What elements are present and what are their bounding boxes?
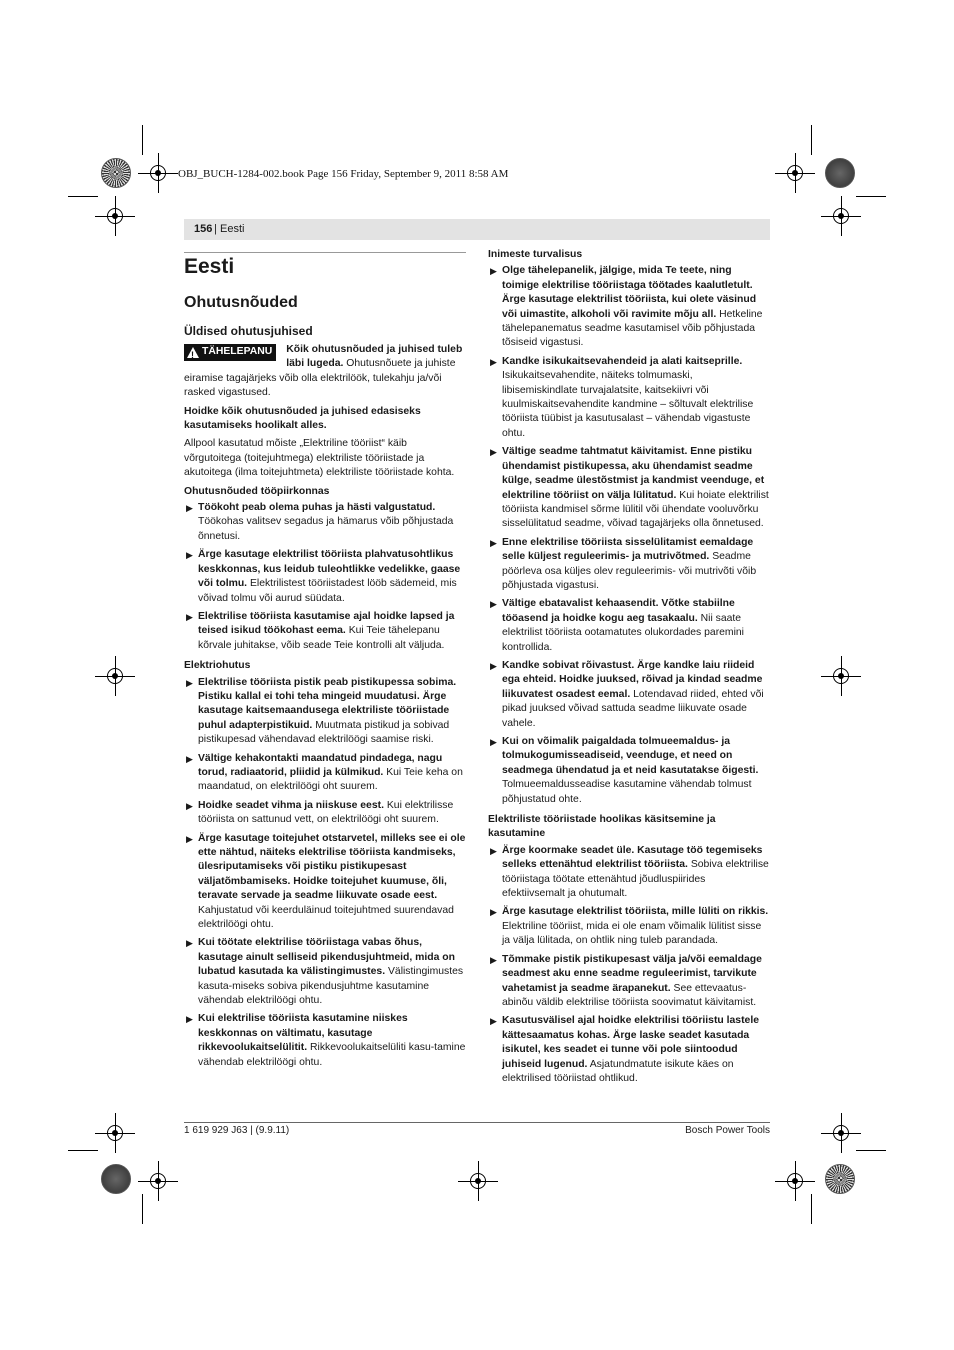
bullet-item bbox=[488, 597, 771, 655]
bullet-arrow-icon: ▶ bbox=[490, 447, 497, 458]
item-bold-text: Tõmmake pistik pistikupesast välja ja/või eemaldage seadmest aku enne seadme reguleerimist, tarvikute vahetamist ja seadme ärapanekut. bbox=[502, 953, 762, 994]
registration-rosette-icon bbox=[101, 1164, 131, 1194]
warning-badge bbox=[184, 344, 276, 361]
item-bold-text: Olge tähelepanelik, jälgige, mida Te teete, ning toimige elektrilise tööriistaga töötades kaalutletult. Ärge kasutage elektrilist tööriista, kui olete väsinud või uimastite, alkoholi või ravimite mõju all. bbox=[502, 265, 757, 320]
bullet-item bbox=[184, 936, 466, 1008]
item-text: Kui hoiate elektrilist tööriista kandmisel sõrme lülitil või ühendate vooluvõrku sisselülitatud seadme, võivad tagajärjeks olla õnnetused. bbox=[502, 489, 769, 530]
footer-brand: Bosch Power Tools bbox=[685, 1125, 770, 1136]
bullet-arrow-icon: ▶ bbox=[186, 503, 193, 514]
crop-mark bbox=[142, 1194, 143, 1224]
item-text: Välistingimustes kasuta-miseks sobiva pikendusjuhtme kasutamine vähendab elektrilöögi ohtu. bbox=[198, 966, 464, 1007]
registration-rosette-icon bbox=[825, 158, 855, 188]
group-heading: Elektriohutus bbox=[184, 660, 251, 672]
item-bold-text: Kasutusvälisel ajal hoidke elektrilisi tööriistu lastele kättesaamatus kohas. Ärge laske seadet kasutada isikutel, kes seadet ei tunne või pole siintoodud juhiseid lugenud. bbox=[502, 1015, 759, 1070]
crosshair-mark-icon bbox=[138, 1161, 178, 1201]
registration-rosette-icon bbox=[101, 158, 131, 188]
bullet-arrow-icon: ▶ bbox=[186, 1014, 193, 1025]
item-bold-text: Kui on võimalik paigaldada tolmueemaldus- ja tolmukogumisseadiseid, veenduge, et need on seadmega ühendatud ja et neid kasutatakse õigesti. bbox=[502, 736, 759, 776]
header-separator: | bbox=[214, 223, 217, 235]
left-column bbox=[184, 255, 466, 1074]
page-header bbox=[184, 219, 770, 240]
item-text: Elektrilistest tööriistadest lööb sädemeid, mis võivad tolmu või aurud süüdata. bbox=[198, 578, 457, 604]
bullet-item bbox=[184, 548, 466, 606]
footer-code: 1 619 929 J63 | (9.9.11) bbox=[184, 1125, 290, 1136]
footer-rule bbox=[184, 1122, 770, 1123]
right-column bbox=[488, 248, 771, 1090]
bullet-arrow-icon: ▶ bbox=[490, 954, 497, 965]
bullet-item bbox=[184, 501, 466, 544]
item-bold-text: Enne elektrilise tööriista sisselülitamist eemaldage selle küljest reguleerimis- ja mutrivõtmed. bbox=[502, 536, 754, 563]
item-text: Hetkeline tähelepanematus seadme kasutamisel võib põhjustada tõsiseid vigastusi. bbox=[502, 308, 763, 349]
file-info: OBJ_BUCH-1284-002.book Page 156 Friday, September 9, 2011 8:58 AM bbox=[178, 168, 509, 180]
item-text: Tolmueemaldusseadise kasutamine vähendab tolmust põhjustatud ohte. bbox=[502, 779, 752, 805]
bullet-arrow-icon: ▶ bbox=[186, 550, 193, 561]
crop-mark bbox=[68, 196, 98, 197]
item-text: Kui elektrilisse tööriista on sattunud vett, on elektrilöögi oht suurem. bbox=[198, 799, 454, 826]
crosshair-mark-icon bbox=[138, 153, 178, 193]
bullet-item bbox=[488, 264, 771, 350]
item-bold-text: Ärge kasutage elektrilist tööriista, mille lüliti on rikkis. bbox=[502, 906, 769, 918]
item-bold-text: Vältige ebatavalist kehaasendit. Võtke stabiilne tööasend ja hoidke kogu aeg tasakaalu. bbox=[502, 598, 735, 624]
bullet-item bbox=[488, 953, 771, 1011]
warning-bold-text: Kõik ohutusnõuded ja juhised tuleb läbi lugeda. bbox=[286, 344, 463, 370]
item-bold-text: Hoidke seadet vihma ja niiskuse eest. bbox=[198, 799, 384, 811]
item-bold-text: Elektrilise tööriista pistik peab pistikupessa sobima. Pistiku kallal ei tohi teha mingeid muudatusi. Ärge kasutage kaitsemaandusega elektriliste tööriistade puhul adapterpistikuid. bbox=[198, 676, 457, 731]
item-text: Sobiva elektrilise tööriistaga töötate ettenähtud jõudluspiirides efektiivsemalt ja ohutumalt. bbox=[502, 859, 769, 900]
crosshair-mark-icon bbox=[95, 1113, 135, 1153]
bullet-item bbox=[488, 536, 771, 594]
bullet-arrow-icon: ▶ bbox=[490, 1016, 497, 1027]
bullet-item bbox=[488, 1014, 771, 1086]
item-bold-text: Ärge koormake seadet üle. Kasutage töö tegemiseks selleks ettenähtud elektrilist tööriista. bbox=[502, 844, 763, 871]
bullet-arrow-icon: ▶ bbox=[186, 800, 193, 811]
item-text: Isikukaitsevahendite, näiteks tolmumaski, libisemiskindlate turvajalatsite, kaitsekiivri või kuulmiskaitsevahendite kandmine – sõltuvalt elektrilise tööriista tüübist ja kasutusalast – vähendab vigastuste ohtu. bbox=[502, 370, 754, 439]
item-text: Muutmata pistikud ja sobivad pistikupesad vähendavad elektrilöögi saamise riski. bbox=[198, 719, 450, 746]
bullet-item bbox=[488, 735, 771, 807]
item-text: Kahjustatud või keerduläinud toitejuhtmed suurendavad elektrilöögi ohtu. bbox=[198, 904, 454, 931]
item-bold-text: Ärge kasutage elektrilist tööriista plahvatusohtlikus keskkonnas, kus leidub tuleohtlikke vedelikke, gaase või tolmu. bbox=[198, 549, 461, 590]
group-heading: Elektriliste tööriistade hoolikas käsitsemine ja kasutamine bbox=[488, 814, 716, 840]
bullet-item bbox=[184, 832, 466, 933]
crosshair-mark-icon bbox=[775, 1161, 815, 1201]
bullet-item bbox=[488, 844, 771, 902]
warning-triangle-icon: ! bbox=[187, 347, 199, 358]
crosshair-mark-icon bbox=[821, 1113, 861, 1153]
bullet-arrow-icon: ▶ bbox=[490, 266, 497, 277]
crosshair-mark-icon bbox=[821, 656, 861, 696]
item-bold-text: Kui töötate elektrilise tööriistaga vabas õhus, kasutage ainult selliseid pikendusjuhtmeid, mida on lubatud kasutada ka välistingimustes. bbox=[198, 937, 455, 978]
item-text: Asjatundmatute isikute käes on elektrilised tööriistad ohtlikud. bbox=[502, 1058, 734, 1084]
crop-mark bbox=[68, 1150, 98, 1151]
item-text: See ettevaatus-abinõu väldib elektrilise tööriista soovimatut käivitamist. bbox=[502, 982, 757, 1008]
item-bold-text: Kandke sobivat rõivastust. Ärge kandke laiu riideid ega ehteid. Hoidke juuksed, rõivad ja kindad seadme liikuvatest osadest eemal. bbox=[502, 659, 763, 700]
item-bold-text: Kui elektrilise tööriista kasutamine niiskes keskkonnas on vältimatu, kasutage rikkevoolukaitselülitit. bbox=[198, 1013, 408, 1054]
crop-mark bbox=[811, 125, 812, 155]
bullet-arrow-icon: ▶ bbox=[490, 660, 497, 671]
crop-mark bbox=[856, 196, 886, 197]
bullet-item bbox=[184, 610, 466, 653]
bullet-item bbox=[184, 1012, 466, 1070]
subsection-title: Üldised ohutusjuhised bbox=[184, 324, 313, 338]
crosshair-mark-icon bbox=[458, 1161, 498, 1201]
bullet-item bbox=[488, 445, 771, 531]
item-bold-text: Elektrilise tööriista kasutamise ajal hoidke lapsed ja teised isikud töökohast eema. bbox=[198, 610, 455, 637]
bullet-arrow-icon: ▶ bbox=[186, 677, 193, 688]
bullet-arrow-icon: ▶ bbox=[186, 833, 193, 844]
warning-label: TÄHELEPANU bbox=[202, 346, 273, 358]
crosshair-mark-icon bbox=[821, 196, 861, 236]
bullet-item bbox=[488, 659, 771, 731]
item-text: Töökohas valitsev segadus ja hämarus võib põhjustada õnnetusi. bbox=[198, 516, 454, 542]
item-text: Elektriline tööriist, mida ei ole enam võimalik lülitist sisse ja välja lülitada, on ohtlik ning tuleb parandada. bbox=[502, 920, 762, 947]
keep-notice: Hoidke kõik ohutusnõuded ja juhised edasiseks kasutamiseks hoolikalt alles. bbox=[184, 405, 421, 432]
title-rule bbox=[184, 252, 466, 253]
warning-paragraph bbox=[184, 343, 466, 401]
item-text: Kui Teie keha on maandatud, on elektrilöögi oht suurem. bbox=[198, 766, 463, 793]
page-title: Eesti bbox=[184, 255, 235, 278]
crosshair-mark-icon bbox=[95, 196, 135, 236]
bullet-arrow-icon: ▶ bbox=[490, 737, 497, 747]
bullet-item bbox=[184, 752, 466, 795]
crosshair-mark-icon bbox=[775, 153, 815, 193]
bullet-arrow-icon: ▶ bbox=[186, 611, 193, 622]
bullet-arrow-icon: ▶ bbox=[490, 599, 497, 610]
item-text: Kui Teie tähelepanu kõrvale juhitakse, võib seade Teie kontrolli alt väljuda. bbox=[198, 625, 445, 651]
bullet-item bbox=[184, 676, 466, 748]
item-text: Seadme pöörleva osa küljes olev reguleerimis- või mutrivõti võib põhjustada vigastusi. bbox=[502, 551, 757, 591]
crop-mark bbox=[142, 125, 143, 155]
bullet-item bbox=[488, 355, 771, 441]
item-bold-text: Vältige kehakontakti maandatud pindadega, nagu torud, radiaatorid, pliidid ja külmikud. bbox=[198, 752, 443, 778]
page-number: 156 bbox=[194, 223, 213, 235]
item-text: Lotendavad riided, ehted või pikad juuksed võivad sattuda seadme liikuvate osade vahele. bbox=[502, 688, 764, 729]
item-bold-text: Ärge kasutage toitejuhet otstarvetel, milleks see ei ole ette nähtud, näiteks elektrilise tööriista kandmiseks, ülesriputamiseks või pistiku pistikupesast väljatõmbamiseks. Hoidke toitejuhet kuumuse, õli, teravate servade ja seadme liikuvate osade eest. bbox=[198, 832, 466, 902]
bullet-item bbox=[488, 905, 771, 948]
bullet-arrow-icon: ▶ bbox=[490, 907, 497, 918]
term-note: Allpool kasutatud mõiste „Elektriline tööriist“ käib võrgutoitega (toitejuhtmega) elektriliste tööriistade ja akutoitega (ilma toitejuhtmeta) elektriliste tööriistade kohta. bbox=[184, 438, 455, 479]
bullet-arrow-icon: ▶ bbox=[186, 753, 193, 764]
group-heading: Inimeste turvalisus bbox=[488, 249, 583, 260]
bullet-arrow-icon: ▶ bbox=[186, 938, 193, 949]
bullet-arrow-icon: ▶ bbox=[490, 845, 497, 856]
item-bold-text: Kandke isikukaitsevahendeid ja alati kaitseprille. bbox=[502, 355, 743, 367]
warning-text: Ohutusnõuete ja juhiste eiramise tagajärjeks võib olla elektrilöök, tulekahju ja/või rasked vigastused. bbox=[184, 358, 456, 399]
item-bold-text: Vältige seadme tahtmatut käivitamist. Enne pistiku ühendamist pistikupessa, aku ühendamist seadme külge, seadme ülestõstmist ja kandmist veenduge, et elektriline tööriist on välja lülitatud. bbox=[502, 446, 765, 501]
item-text: Rikkevoolukaitselüliti kasu-tamine vähendab elektrilöögi ohtu. bbox=[198, 1042, 466, 1068]
crosshair-mark-icon bbox=[95, 656, 135, 696]
group-heading: Ohutusnõuded tööpiirkonnas bbox=[184, 485, 330, 497]
header-language: Eesti bbox=[220, 223, 245, 235]
bullet-arrow-icon: ▶ bbox=[490, 356, 497, 367]
section-title: Ohutusnõuded bbox=[184, 294, 298, 311]
bullet-arrow-icon: ▶ bbox=[490, 537, 497, 548]
crop-mark bbox=[856, 1150, 886, 1151]
bullet-item bbox=[184, 799, 466, 828]
item-text: Nii saate elektrilist tööriista ootamatutes olukordades paremini kontrollida. bbox=[502, 612, 744, 653]
crop-mark bbox=[811, 1194, 812, 1224]
item-bold-text: Töökoht peab olema puhas ja hästi valgustatud. bbox=[198, 502, 436, 514]
registration-rosette-icon bbox=[825, 1164, 855, 1194]
